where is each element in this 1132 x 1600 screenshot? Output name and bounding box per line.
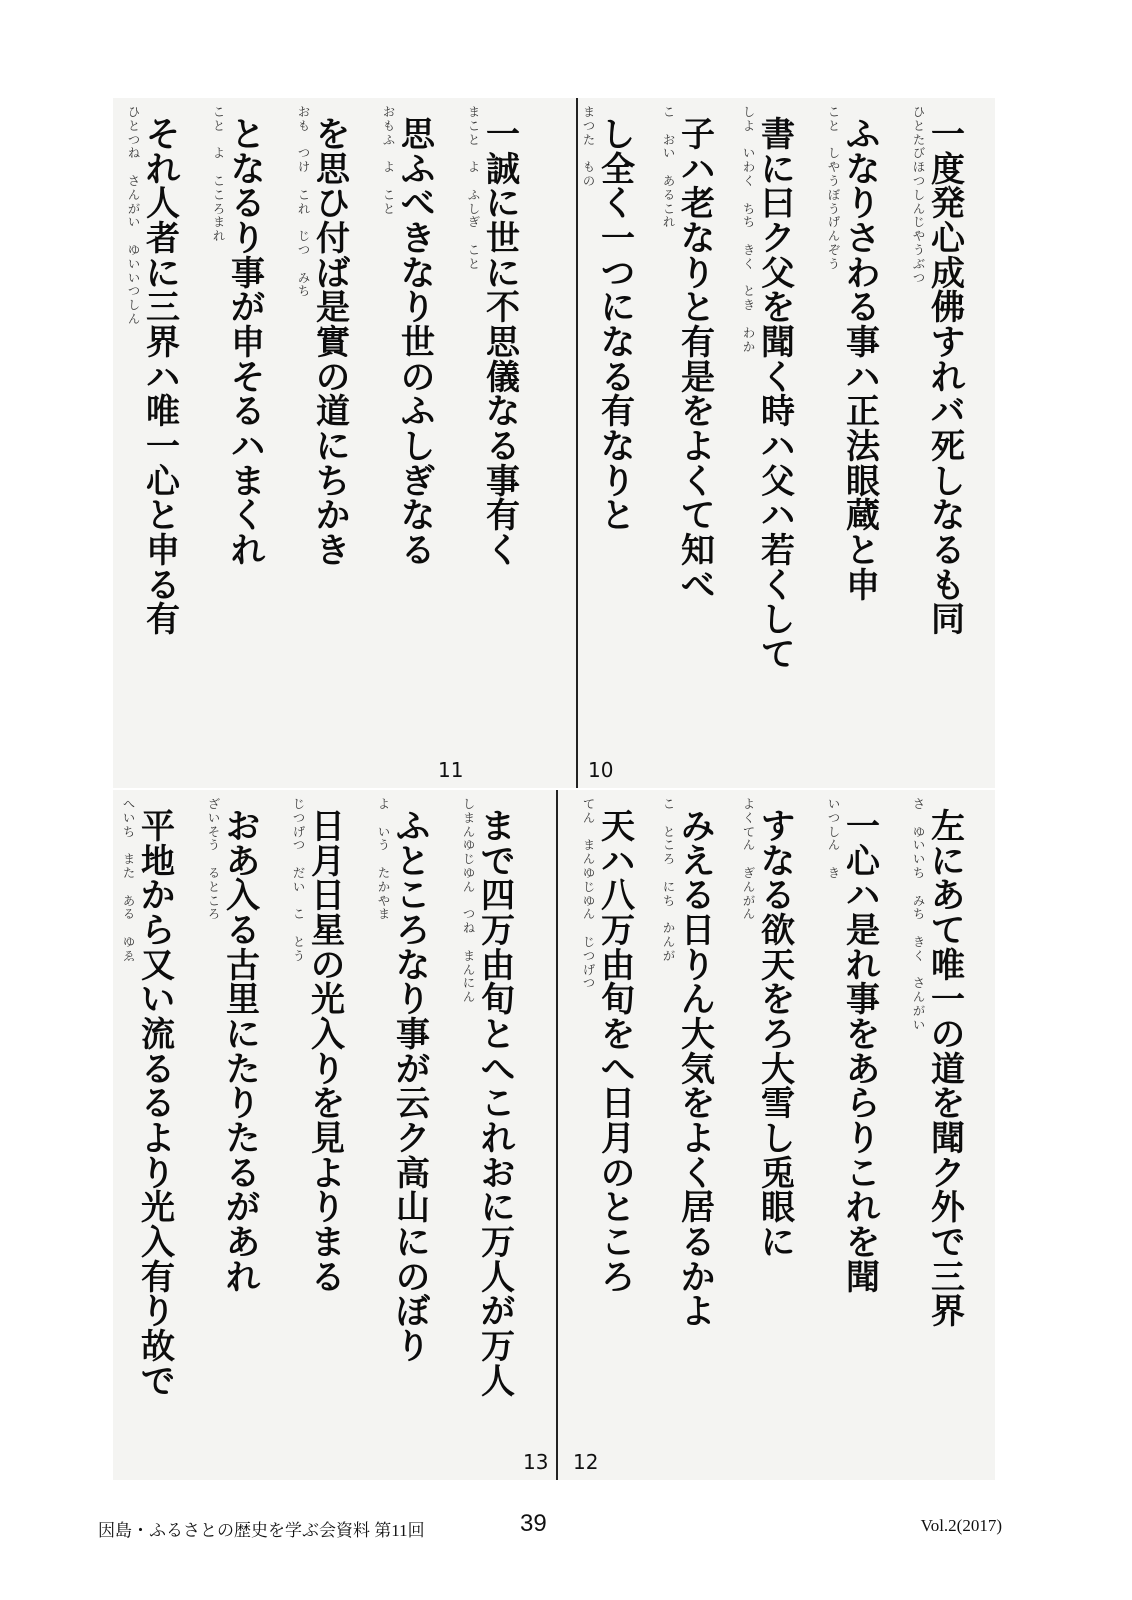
page-number-13: 13 xyxy=(523,1450,549,1474)
furigana-column: こ と し や う ぼ う げ ん ぞ う xyxy=(827,105,840,271)
footer-volume: Vol.2(2017) xyxy=(920,1516,1002,1535)
page-footer xyxy=(0,1510,1132,1550)
furigana-column: こ と よ こ こ ろ ま れ xyxy=(212,105,225,244)
text-column: 一 度 発 心 成 佛 す れ バ 死 し な る も 同 xyxy=(931,115,965,641)
page-fold-line xyxy=(556,790,558,1480)
furigana-column: ひ と た び ほ つ し ん じ や う ぶ つ xyxy=(912,105,925,285)
text-column: 左 に あ て 唯 一 の 道 を 聞 ク 外 で 三 界 xyxy=(931,807,965,1333)
text-column: 天 ハ 八 万 由 旬 を へ 日 月 の と こ ろ xyxy=(601,807,635,1298)
furigana-column: こ と こ ろ に ち か ん が xyxy=(662,797,675,963)
page-number-11: 11 xyxy=(438,758,464,782)
furigana-column: よ く て ん ぎ ん が ん xyxy=(742,797,755,922)
text-column: 一 心 ハ 是 れ 事 を あ ら り こ れ を 聞 xyxy=(846,807,880,1298)
furigana-column: お も つ け こ れ じ つ み ち xyxy=(297,105,310,299)
footer-page-number: 39 xyxy=(520,1510,547,1537)
text-column: ふ な り さ わ る 事 ハ 正 法 眼 蔵 と 申 xyxy=(846,115,880,606)
text-column: す な る 欲 天 を ろ 大 雪 し 兎 眼 に xyxy=(761,807,795,1264)
text-column: と な る り 事 が 申 そ る ハ ま く れ xyxy=(231,115,265,572)
furigana-column: い つ し ん き xyxy=(827,797,840,880)
page-number-10: 10 xyxy=(588,758,614,782)
text-column: 平 地 か ら 又 い 流 る る よ り 光 入 有 り 故 で xyxy=(141,807,175,1402)
furigana-column: よ い う た か や ま xyxy=(377,797,390,922)
text-column: お あ 入 る 古 里 に た り た る が あ れ xyxy=(226,807,260,1298)
text-column: 一 誠 に 世 に 不 思 儀 な る 事 有 く xyxy=(486,115,520,572)
text-column: を 思 ひ 付 ば 是 實 の 道 に ち か き xyxy=(316,115,350,572)
text-column: ふ と こ ろ な り 事 が 云 ク 高 山 に の ぼ り xyxy=(396,807,430,1368)
text-column: し 全 く 一 つ に な る 有 な り と xyxy=(601,115,635,537)
text-column: ま で 四 万 由 旬 と へ こ れ お に 万 人 が 万 人 xyxy=(481,807,515,1402)
text-column: み え る 日 り ん 大 気 を よ く 居 る か よ xyxy=(681,807,715,1333)
text-column: そ れ 人 者 に 三 界 ハ 唯 一 心 と 申 る 有 xyxy=(146,115,180,641)
text-column: 子 ハ 老 な り と 有 是 を よ く て 知 べ xyxy=(681,115,715,606)
furigana-column: ま こ と よ ふ し ぎ こ と xyxy=(467,105,480,271)
furigana-column: お も ふ よ こ と xyxy=(382,105,395,216)
text-column: 書 に 曰 ク 父 を 聞 く 時 ハ 父 ハ 若 く し て xyxy=(761,115,795,676)
furigana-column: し ま ん ゆ じ ゆ ん つ ね ま ん に ん xyxy=(462,797,475,1005)
furigana-column: こ お い あ る こ れ xyxy=(662,105,675,230)
furigana-column: ざ い そ う る と こ ろ xyxy=(207,797,220,922)
furigana-column: て ん ま ん ゆ じ ゆ ん じ つ げ つ xyxy=(582,797,595,991)
furigana-column: ひ と つ ね さ ん が い ゆ い い つ し ん xyxy=(127,105,140,326)
page-fold-line xyxy=(576,98,578,788)
furigana-column: じ つ げ つ だ い こ と う xyxy=(292,797,305,963)
page-number-12: 12 xyxy=(573,1450,599,1474)
furigana-column: し よ い わ く ち ち き く と き わ か xyxy=(742,105,755,354)
footer-title: 因島・ふるさとの歴史を学ぶ会資料 第11回 xyxy=(98,1521,425,1540)
furigana-column: ま つ た も の xyxy=(582,105,595,188)
furigana-column: さ ゆ い い ち み ち き く さ ん が い xyxy=(912,797,925,1032)
furigana-column: へ い ち ま た あ る ゆ ゑ xyxy=(122,797,135,963)
text-column: 日 月 日 星 の 光 入 り を 見 よ り ま る xyxy=(311,807,345,1298)
top-scan-spread xyxy=(113,98,995,788)
bottom-scan-spread xyxy=(113,790,995,1480)
text-column: 思 ふ べ き な り 世 の ふ し ぎ な る xyxy=(401,115,435,572)
